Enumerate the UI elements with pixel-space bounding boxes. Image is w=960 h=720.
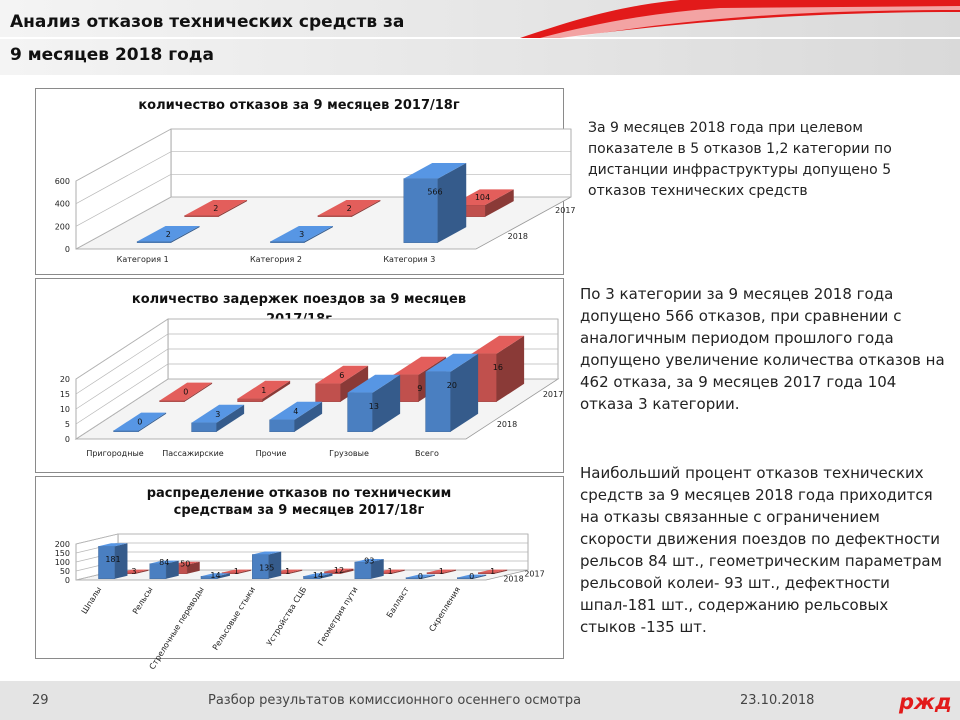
y-tick-label: 20: [59, 375, 70, 384]
data-label: 84: [159, 558, 170, 568]
data-label: 0: [417, 572, 424, 582]
category-label: Устройства СЦБ: [264, 585, 309, 648]
bar-front: [185, 216, 219, 217]
data-label: 3: [131, 567, 137, 577]
chart-failures-by-category: [35, 88, 576, 275]
svg-text:ржд: ржд: [899, 690, 952, 714]
category-label: Шпалы: [79, 585, 104, 616]
summary-paragraph-2: По 3 категории за 9 месяцев 2018 года допущено 566 отказов, при сравнении с аналогичным периодом прошлого года допущено увеличение количества отказов на 462 отказа, за 9 месяцев 2017 года 104 отказа 3 категории.: [580, 285, 945, 413]
y-tick-label: 10: [59, 405, 70, 414]
data-label: 2: [346, 203, 352, 213]
data-label: 6: [339, 370, 345, 380]
data-label: 1: [285, 567, 291, 577]
category-label: Скрепления: [427, 585, 463, 634]
data-label: 50: [180, 559, 191, 569]
bar-front: [348, 393, 373, 432]
y-tick-label: 5: [64, 420, 70, 429]
y-tick-label: 200: [54, 222, 70, 232]
category-label: Пригородные: [86, 449, 144, 458]
data-label: 1: [490, 567, 496, 577]
data-label: 135: [259, 563, 275, 573]
data-label: 1: [438, 567, 445, 577]
y-tick-label: 150: [54, 549, 70, 558]
category-label: Рельсы: [130, 585, 155, 616]
category-label: Категория 1: [116, 255, 169, 264]
rzd-logo-icon: [897, 686, 953, 716]
data-label: 14: [312, 570, 324, 580]
data-label: 20: [446, 380, 457, 390]
category-label: Всего: [415, 449, 439, 458]
data-label: 12: [333, 566, 345, 576]
footer-date: 23.10.2018: [740, 693, 815, 708]
data-label: 1: [233, 567, 240, 577]
summary-paragraph-3: Наибольший процент отказов технических средств за 9 месяцев 2018 года приходится на отказы связанные с ограничением скорости движения поездов по дефектности рельсов 84 шт., геометрическим параметрам рельсовой колеи- 93 шт., дефектности шпал-181 шт., содержанию рельсовых стыков -135 шт.: [580, 464, 942, 636]
category-label: Категория 3: [383, 255, 436, 264]
series-label: 2017: [524, 569, 545, 579]
data-label: 16: [492, 362, 503, 372]
data-label: 0: [183, 387, 189, 397]
y-tick-label: 50: [59, 567, 70, 576]
y-tick-label: 600: [54, 177, 70, 186]
bar-2018: [404, 163, 467, 243]
bar-front: [238, 399, 263, 402]
category-label: Балласт: [384, 585, 411, 620]
category-label: Рельсовые стыки: [210, 585, 258, 652]
category-label: Стрелочные переводы: [147, 585, 206, 672]
series-label: 2018: [507, 231, 529, 241]
category-label: Грузовые: [329, 449, 369, 458]
series-label: 2018: [496, 419, 518, 429]
bar-front: [318, 216, 352, 217]
bar-front: [270, 242, 304, 243]
bar-front: [270, 420, 295, 432]
data-label: 0: [137, 417, 143, 427]
bar-front: [137, 242, 171, 243]
data-label: 3: [299, 229, 305, 239]
slide-header: [0, 0, 960, 75]
data-label: 3: [215, 409, 221, 419]
series-label: 2017: [542, 389, 564, 399]
bar-front: [160, 401, 185, 402]
chart-back-wall: [171, 129, 571, 197]
page-number: 29: [32, 693, 49, 708]
y-tick-label: 0: [64, 576, 70, 585]
chart-failures-by-asset: [35, 476, 564, 672]
y-tick-label: 0: [64, 435, 70, 444]
data-label: 566: [427, 187, 443, 197]
y-tick-label: 0: [64, 245, 70, 254]
data-label: 14: [210, 570, 221, 580]
data-label: 181: [105, 555, 121, 565]
category-label: Прочие: [255, 449, 287, 458]
data-label: 2: [213, 203, 219, 213]
data-label: 9: [417, 383, 423, 393]
chart-title: средствам за 9 месяцев 2017/18г: [173, 503, 425, 518]
bar-front: [316, 384, 341, 402]
data-label: 104: [474, 193, 491, 203]
data-label: 1: [387, 567, 393, 577]
page-title-line-2: 9 месяцев 2018 года: [10, 45, 214, 65]
category-label: Пассажирские: [162, 449, 224, 458]
category-label: Геометрия пути: [316, 585, 360, 648]
y-tick-label: 100: [54, 558, 70, 567]
data-label: 13: [368, 401, 379, 411]
summary-paragraph-1: За 9 месяцев 2018 года при целевом показателе в 5 отказов 1,2 категории по дистанции инфраструктуры допущено 5 отказов технических средств: [588, 120, 892, 199]
chart-title: количество задержек поездов за 9 месяцев: [131, 292, 467, 307]
category-label: Категория 2: [250, 255, 302, 264]
y-tick-label: 400: [54, 199, 70, 209]
bar-2018: [252, 552, 281, 579]
y-tick-label: 200: [54, 540, 70, 549]
data-label: 0: [469, 572, 475, 582]
y-tick-label: 15: [59, 390, 70, 399]
data-label: 2: [165, 229, 171, 239]
slide-footer: [0, 681, 960, 720]
series-label: 2017: [555, 205, 576, 215]
page-title-line-1: Анализ отказов технических средств за: [10, 12, 405, 32]
data-label: 93: [364, 556, 375, 566]
chart-title: распределение отказов по техническим: [146, 486, 452, 501]
footer-caption: Разбор результатов комиссионного осеннего осмотра: [208, 693, 582, 708]
series-label: 2018: [503, 574, 524, 584]
chart-train-delays: [35, 278, 564, 473]
data-label: 1: [261, 385, 267, 395]
chart-title: количество отказов за 9 месяцев 2017/18г: [138, 98, 460, 113]
bar-2018: [98, 543, 127, 579]
data-label: 4: [293, 406, 299, 416]
bar-front: [192, 423, 217, 432]
bar-front: [114, 431, 139, 432]
